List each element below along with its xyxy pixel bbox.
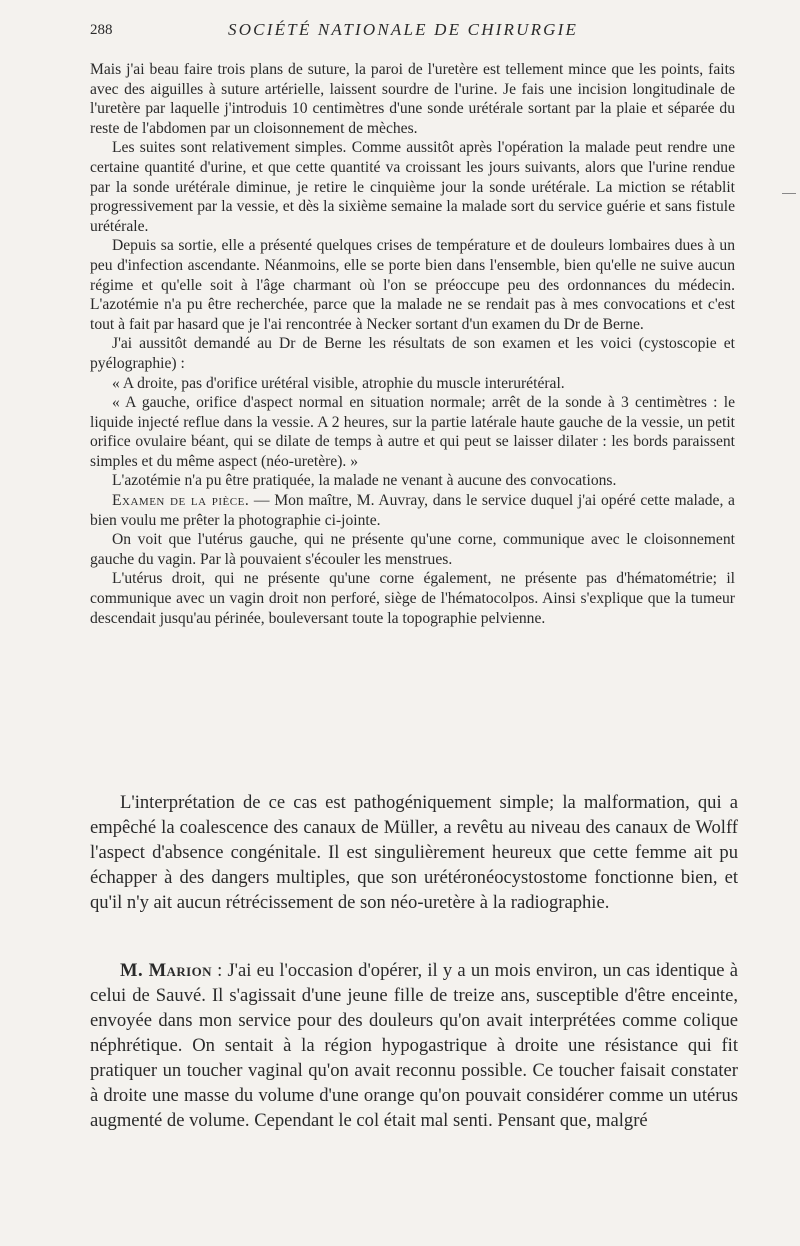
speaker-text: : J'ai eu l'occasion d'opérer, il y a un mois environ, un cas identique à celui de Sauvé. Il s'agissait d'une jeune fille de treize ans, susceptible d'être enceinte, envoyée dans mon service pour des douleurs qu'on avait interprétées comme colique néphrétique. On sentait à la région hypogastrique à droite une résistance qui fit pratiquer un toucher vaginal qu'on avait reconnu possible. Ce toucher faisait constater à droite une masse du volume d'une orange qu'on pouvait considérer comme un utérus augmenté de volume. Cependant le col était mal senti. Pensant que, malgré xyxy=(90,960,738,1131)
paragraph: On voit que l'utérus gauche, qui ne présente qu'une corne, communique avec le cloisonnement gauche du vagin. Par là pouvaient s'écouler les menstrues. xyxy=(90,531,735,568)
paragraph: L'azotémie n'a pu être pratiquée, la malade ne venant à aucune des convocations. xyxy=(112,472,617,490)
page-header xyxy=(0,18,800,48)
section-label: Examen de la pièce. xyxy=(112,492,250,510)
paragraph xyxy=(90,958,738,1133)
interpretation-block xyxy=(90,790,738,915)
paragraph: Mais j'ai beau faire trois plans de suture, la paroi de l'uretère est tellement mince que les points, faits avec des aiguilles à suture artérielle, laissent sourdre de l'urine. Je fais une incision longitudinale de l'uretère par laquelle j'introduis 10 centimètres d'une sonde urétérale sortant par la plaie et séparée du reste de l'abdomen par un cloisonnement de mèches. xyxy=(90,61,735,137)
case-report-small-text xyxy=(90,60,735,628)
discussion-block xyxy=(90,958,738,1133)
quote-paragraph: « A gauche, orifice d'aspect normal en situation normale; arrêt de la sonde à 3 centimètres : le liquide injecté reflue dans la vessie. A 2 heures, sur la partie latérale haute gauche de la vessie, un petit orifice ovulaire béant, qui se dilate de temps à autre et qui peut se laisser dilater : les bords paraissent simples et du même aspect (néo-uretère). » xyxy=(90,394,735,470)
section-text: — Mon maître, M. Auvray, dans le service duquel j'ai opéré cette malade, a bien voulu me prêter la photographie ci-jointe. xyxy=(90,492,735,529)
page-number: 288 xyxy=(90,22,113,38)
running-title: SOCIÉTÉ NATIONALE DE CHIRURGIE xyxy=(228,20,579,39)
paragraph: Depuis sa sortie, elle a présenté quelques crises de température et de douleurs lombaires dues à un peu d'infection ascendante. Néanmoins, elle se porte bien dans l'ensemble, bien qu'elle ne suive aucun régime et qu'elle soit à l'âge charmant où l'on se préoccupe peu des ordonnances du médecin. L'azotémie n'a pu être recherchée, parce que la malade ne se rendait pas à mes convocations et c'est tout à fait par hasard que je l'ai rencontrée à Necker sortant d'un examen du Dr de Berne. xyxy=(90,237,735,333)
quote-paragraph: « A droite, pas d'orifice urétéral visible, atrophie du muscle interurétéral. xyxy=(112,374,565,392)
paragraph: Les suites sont relativement simples. Comme aussitôt après l'opération la malade peut rendre une certaine quantité d'urine, et que cette quantité va croissant les jours suivants, alors que l'urine rendue par la sonde urétérale diminue, je retire le cinquième jour la sonde urétérale. La miction se rétablit progressivement par la vessie, et dès la sixième semaine la malade sort du service guérie et sans fistule urétérale. xyxy=(90,139,735,235)
paragraph xyxy=(90,491,735,530)
margin-mark xyxy=(782,193,796,194)
paragraph: L'utérus droit, qui ne présente qu'une corne également, ne présente pas d'hématométrie; il communique avec un vagin droit non perforé, siège de l'hématocolpos. Ainsi s'explique que la tumeur descendait jusqu'au périnée, bouleversant toute la topographie pelvienne. xyxy=(90,570,735,627)
paragraph: J'ai aussitôt demandé au Dr de Berne les résultats de son examen et les voici (cystoscopie et pyélographie) : xyxy=(90,335,735,372)
paragraph: L'interprétation de ce cas est pathogéniquement simple; la malformation, qui a empêché la coalescence des canaux de Müller, a revêtu au niveau des canaux de Wolff l'aspect d'absence congénitale. Il est singulièrement heureux que cette femme ait pu échapper à des dangers multiples, que son urétéronéocystostome fonctionne bien, et qu'il n'y ait aucun rétrécissement de son néo-uretère à la radiographie. xyxy=(90,792,738,913)
speaker-name: M. Marion xyxy=(120,960,212,981)
